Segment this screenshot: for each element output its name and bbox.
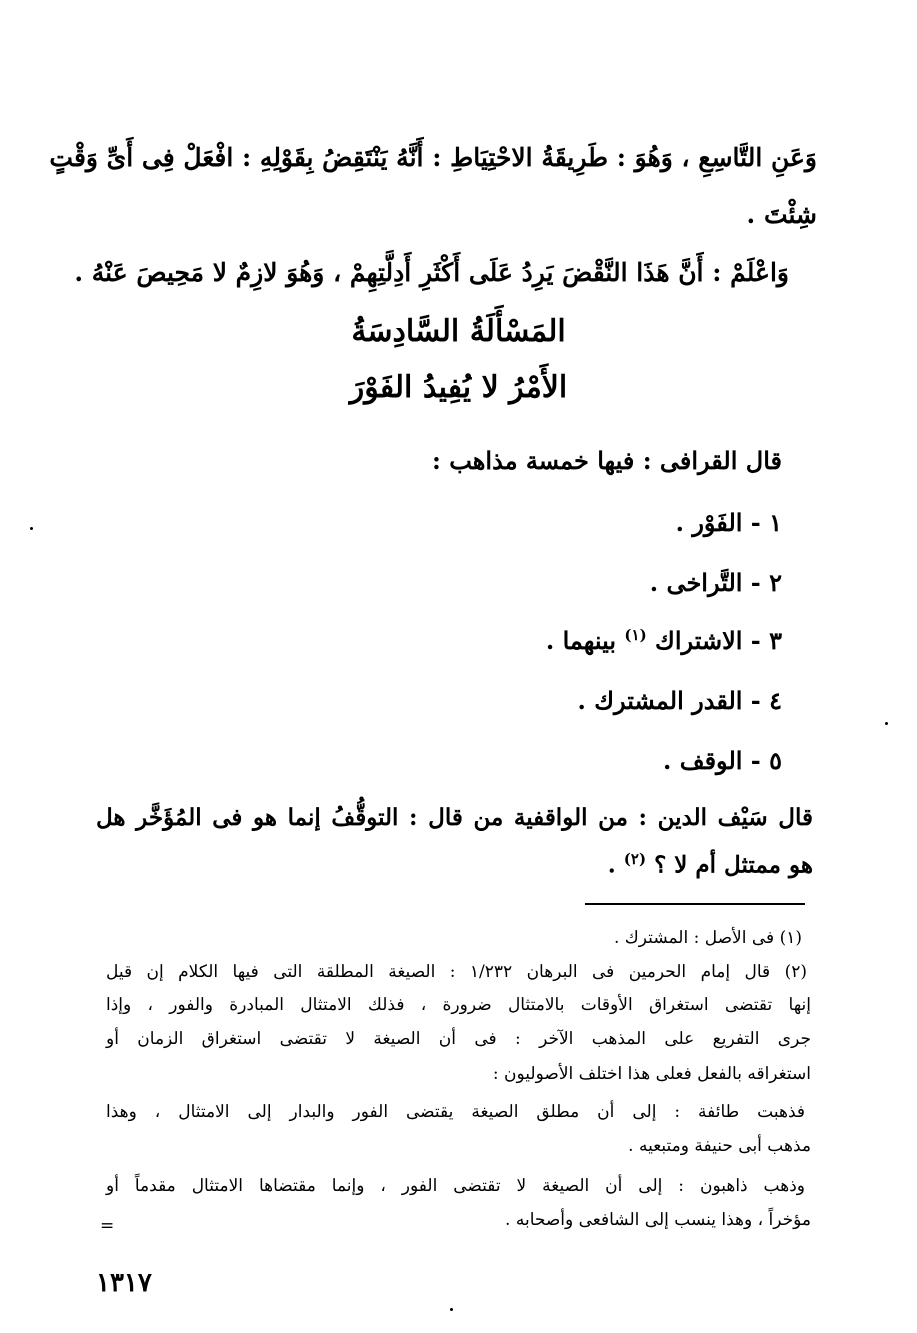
list-item: ٥ - الوقف . [663,746,782,775]
scan-speck [885,722,888,725]
quote-end: . [607,851,616,879]
quote-line-1: قال سَيْف الدين : من الواقفية من قال : التوقُّفُ إنما هو فى المُؤَخَّر هل [96,804,813,831]
list-item [546,626,782,655]
footnote-para-2-line-1: فذهبت طائفة : إلى أن مطلق الصيغة يقتضى الفور والبدار إلى الامتثال ، وهذا [106,1102,805,1122]
footnote-ref-2[interactable]: (٢) [623,850,647,868]
quote-text: هو ممتثل أم لا ؟ [654,851,813,879]
footnote-para-3-line-2: مؤخراً ، وهذا ينسب إلى الشافعى وأصحابه . [505,1210,811,1230]
section-subtitle: الأَمْرُ لا يُفِيدُ الفَوْرَ [349,370,568,405]
footnote-para-2-line-2: مذهب أبى حنيفة ومتبعيه . [628,1136,811,1156]
scan-speck [30,527,33,530]
intro-line: قال القرافى : فيها خمسة مذاهب : [431,446,782,475]
body-line-1: وَعَنِ التَّاسِعِ ، وَهُوَ : طَرِيقَةُ الاحْتِيَاطِ : أَنَّهُ يَنْتَقِضُ بِقَوْلِهِ : افْعَلْ فِى أَىِّ وَقْتٍ [49,143,817,172]
body-line-3: وَاعْلَمْ : أَنَّ هَذَا النَّقْضَ يَرِدُ عَلَى أَكْثَرِ أَدِلَّتِهِمْ ، وَهُوَ لازِمٌ لا مَحِيصَ عَنْهُ . [74,258,789,287]
footnote-2-line-3: جرى التفريع على المذهب الآخر : فى أن الصيغة لا تقتضى استغراق الزمان أو [106,1029,811,1049]
footnote-ref-1[interactable]: (١) [624,626,647,644]
body-line-2: شِئْتَ . [746,200,817,229]
scan-speck [450,1308,453,1311]
footnote-2-line-1: (٢) قال إمام الحرمين فى البرهان ١/٢٣٢ : الصيغة المطلقة التى فيها الكلام إن قيل [106,962,807,982]
footnote-divider [585,903,805,905]
continued-mark: = [100,1216,115,1236]
list-item-text: ٣ - الاشتراك [655,626,782,655]
list-item-text: بينهما . [545,626,617,655]
list-item: ١ - الفَوْر . [675,508,782,537]
quote-line-2 [608,850,813,879]
footnote-2-line-4: استغراقه بالفعل فعلى هذا اختلف الأصوليون : [492,1064,811,1084]
list-item: ٢ - التَّراخى . [649,568,782,597]
footnote-1: (١) فى الأصل : المشترك . [613,928,802,948]
page-number: ١٣١٧ [96,1268,152,1298]
list-item: ٤ - القدر المشترك . [577,686,782,715]
section-title: المَسْأَلَةُ السَّادِسَةُ [351,314,566,349]
footnote-para-3-line-1: وذهب ذاهبون : إلى أن الصيغة لا تقتضى الفور ، وإنما مقتضاها الامتثال مقدماً أو [106,1176,805,1196]
footnote-2-line-2: إنها تقتضى استغراق الأوقات بالامتثال ضرورة ، فذلك الامتثال المبادرة والفور ، وإذا [106,995,811,1015]
